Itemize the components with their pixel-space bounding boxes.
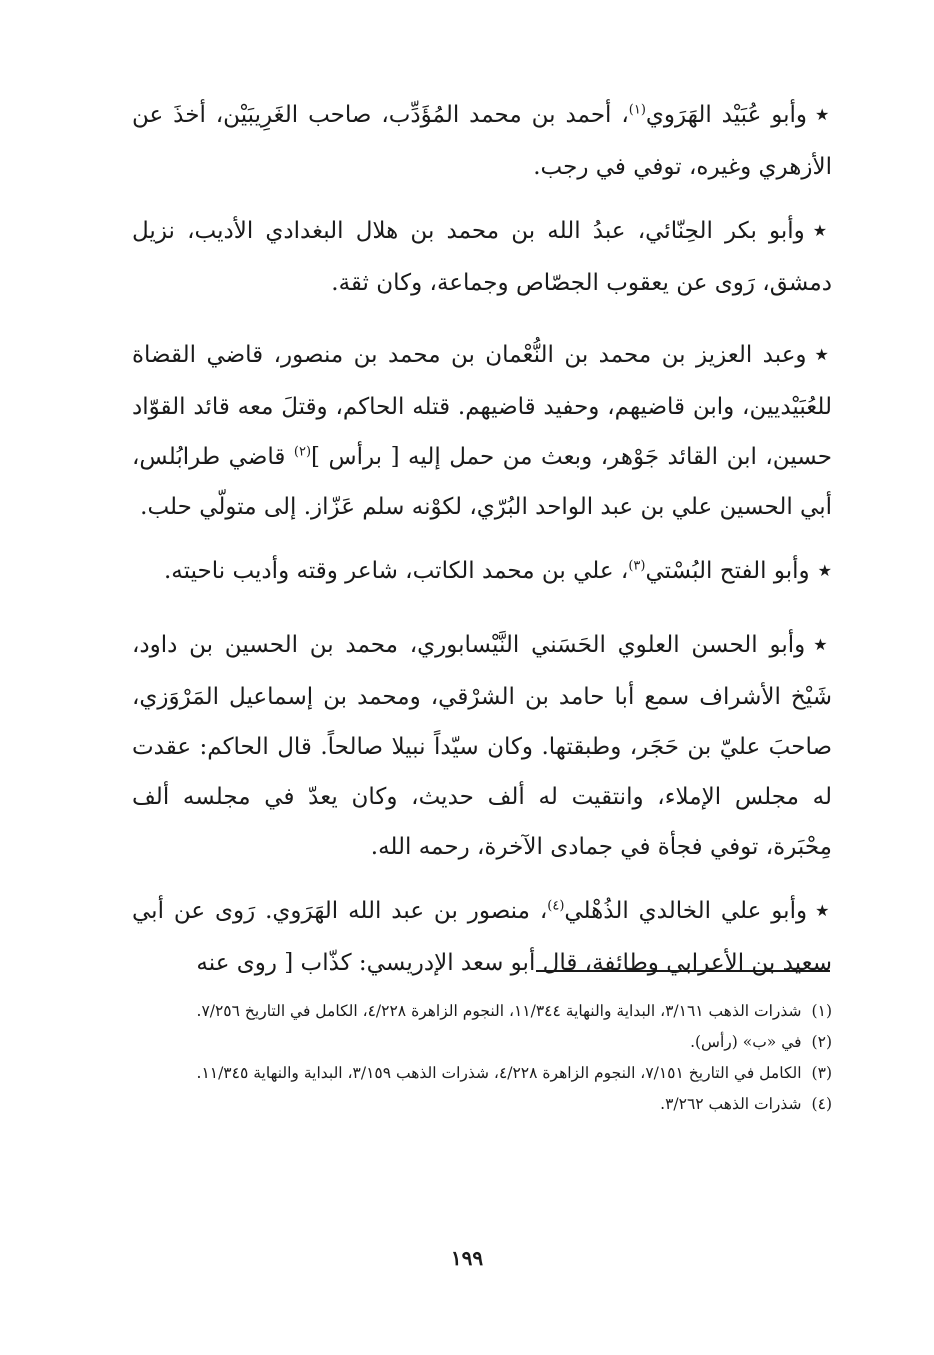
star-bullet-icon: ★	[815, 105, 832, 124]
entry-text: وأبو علي الخالدي الذُهْلي	[564, 898, 808, 924]
footnote-ref: (٣)	[628, 558, 646, 574]
footnote-text: في «ب» (رأس).	[690, 1033, 802, 1051]
entry-abu-al-fath-busti	[132, 546, 832, 598]
footnotes	[134, 996, 832, 1120]
footnote-text: شذرات الذهب ٣/١٦١، البداية والنهاية ١١/٣٤٤، النجوم الزاهرة ٤/٢٢٨، الكامل في التاريخ ٧/٢٥٦.	[196, 1002, 802, 1020]
star-bullet-icon: ★	[817, 561, 832, 580]
footnote-2	[134, 1027, 832, 1058]
footnote-number: (٢)	[811, 1033, 832, 1051]
footnote-divider	[536, 970, 830, 972]
entry-text: وأبو الحسن العلوي الحَسَني النَّيْسابوري، محمد بن الحسين بن داود، شَيْخ الأشراف سمع أبا حامد بن الشرْقي، ومحمد بن إسماعيل المَرْوَزي، صاحبَ عليّ بن حَجَر، وطبقتها. وكان سيّداً نبيلا صالحاً. قال الحاكم: عقدت له مجلس الإملاء، وانتقيت له ألف حديث، وكان يعدّ في مجلسه ألف مِحْبَرة، توفي فجأة في جمادى الآخرة، رحمه الله.	[132, 632, 832, 860]
entry-text: وأبو بكر الحِنّائي، عبدُ الله بن محمد بن هلال البغدادي الأديب، نزيل دمشق، رَوى عن يعقوب الجصّاص وجماعة، وكان ثقة.	[132, 218, 832, 296]
entry-text: وأبو الفتح البُسْتي	[645, 558, 810, 584]
footnote-3	[134, 1058, 832, 1089]
footnote-ref: (١)	[628, 102, 646, 118]
footnote-ref: (٢)	[293, 444, 312, 460]
footnote-4	[134, 1089, 832, 1120]
entry-text: وعبد العزيز بن محمد بن النُّعْمان بن محمد بن منصور، قاضي القضاة للعُبَيْديين، وابن قاضيهم، وحفيد قاضيهم. قتله الحاكم، وقتلَ معه قائد القوّاد حسين، ابن القائد جَوْهر، وبعث من حمل إليه [ برأس ]	[132, 342, 832, 470]
entry-text: قاضي طرابُلس، أبي الحسين علي بن عبد الواحد البُرّي، لكوْنه سلم عَزّاز. إلى متولّي حلب.	[132, 444, 832, 520]
entry-abd-al-aziz	[132, 330, 832, 532]
footnote-number: (٣)	[811, 1064, 832, 1082]
footnote-ref: (٤)	[547, 898, 565, 914]
star-bullet-icon: ★	[812, 221, 832, 240]
footnote-text: شذرات الذهب ٣/٢٦٢.	[660, 1095, 802, 1113]
entry-text: ، علي بن محمد الكاتب، شاعر وقته وأديب ناحيته.	[163, 558, 629, 584]
footnote-1	[134, 996, 832, 1027]
entry-text: ، منصور بن عبد الله الهَرَوي. رَوى عن أبي سعيد بن الأعرابي وطائفة، قال أبو سعد الإدريسي: كذّاب [ روى عنه	[132, 898, 832, 976]
footnote-number: (٤)	[811, 1095, 832, 1113]
entry-abu-al-hasan-alawi	[132, 620, 832, 872]
star-bullet-icon: ★	[815, 901, 832, 920]
entry-abu-bakr-hinnai	[132, 206, 832, 308]
entry-abu-ubayd-harawi	[132, 90, 832, 192]
footnote-text: الكامل في التاريخ ٧/١٥١، النجوم الزاهرة ٤/٢٢٨، شذرات الذهب ٣/١٥٩، البداية والنهاية ١١/٣٤٥.	[196, 1064, 802, 1082]
footnote-number: (١)	[811, 1002, 832, 1020]
entry-abu-ali-khalidi	[132, 886, 832, 988]
star-bullet-icon: ★	[813, 635, 832, 654]
entry-text: وأبو عُبَيْد الهَرَوي	[645, 102, 808, 128]
page-number: ١٩٩	[450, 1246, 484, 1270]
entry-text: ، أحمد بن محمد المُؤَدِّب، صاحب الغَرِيبَيْن، أخذَ عن الأزهري وغيره، توفي في رجب.	[132, 102, 832, 180]
main-text	[132, 90, 832, 1002]
star-bullet-icon: ★	[814, 345, 832, 364]
